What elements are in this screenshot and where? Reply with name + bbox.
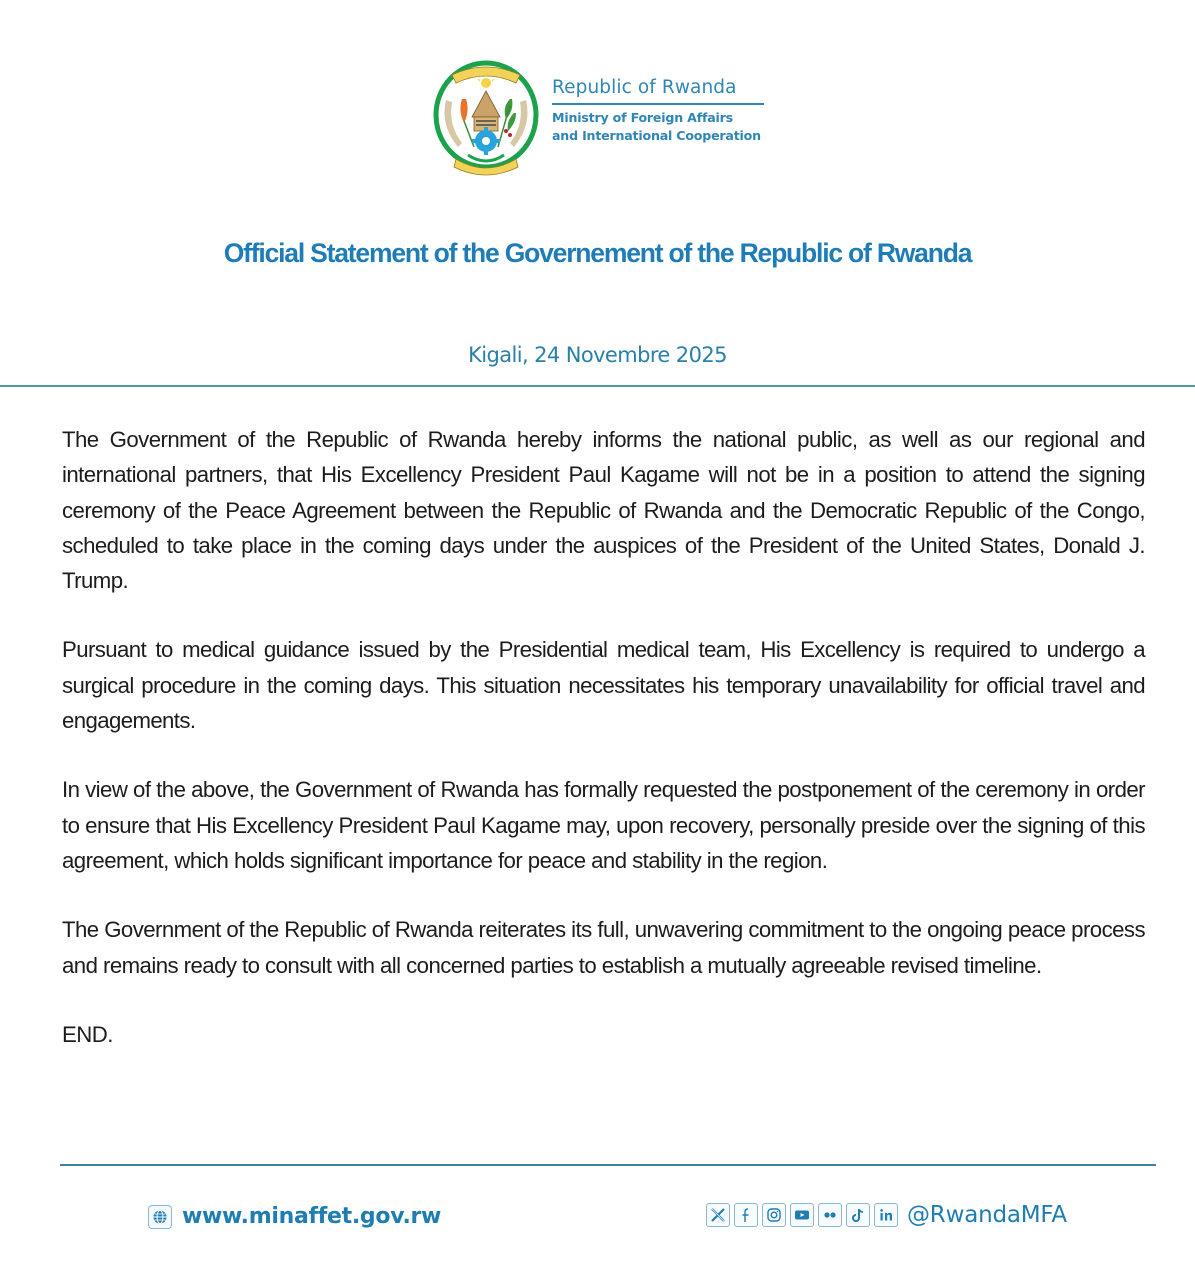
statement-body	[62, 422, 1145, 1086]
x-icon[interactable]	[706, 1203, 730, 1227]
paragraph-4: The Government of the Republic of Rwanda reiterates its full, unwavering commitment to the ongoing peace process and remains ready to consult with all concerned parties to establish a mutually agreeable revised timeline.	[62, 917, 1145, 978]
ministry-name-line-1: Ministry of Foreign Affairs	[552, 110, 733, 125]
header-divider	[0, 385, 1195, 387]
facebook-icon[interactable]	[734, 1203, 758, 1227]
ministry-name-block	[552, 75, 772, 145]
ministry-logo	[430, 55, 775, 185]
linkedin-icon[interactable]	[874, 1203, 898, 1227]
republic-name: Republic of Rwanda	[552, 75, 764, 105]
paragraph-3: In view of the above, the Government of Rwanda has formally requested the postponement of the ceremony in order to ensure that His Excellency President Paul Kagame may, upon recovery, personally preside over the signing of this agreement, which holds significant importance for peace and stability in the region.	[62, 777, 1145, 873]
ministry-name-line-2: and International Cooperation	[552, 128, 761, 143]
flickr-icon[interactable]	[818, 1203, 842, 1227]
instagram-icon[interactable]	[762, 1203, 786, 1227]
social-handle[interactable]: @RwandaMFA	[907, 1202, 1067, 1228]
tiktok-icon[interactable]	[846, 1203, 870, 1227]
rwanda-coat-of-arms-icon	[430, 55, 542, 179]
youtube-icon[interactable]	[790, 1203, 814, 1227]
statement-title: Official Statement of the Governement of the Republic of Rwanda	[223, 238, 972, 268]
footer-divider	[60, 1164, 1156, 1166]
paragraph-1: The Government of the Republic of Rwanda hereby informs the national public, as well as our regional and international partners, that His Excellency President Paul Kagame will not be in a position to attend the signing ceremony of the Peace Agreement between the Republic of Rwanda and the Democratic Republic of the Congo, scheduled to take place in the coming days under the auspices of the President of the United States, Donald J. Trump.	[62, 427, 1145, 594]
dateline: Kigali, 24 Novembre 2025	[468, 343, 727, 367]
website-url: www.minaffet.gov.rw	[182, 1204, 442, 1229]
closing-end: END.	[62, 1021, 113, 1047]
paragraph-2: Pursuant to medical guidance issued by the Presidential medical team, His Excellency is required to undergo a surgical procedure in the coming days. This situation necessitates his temporary unavailability for official travel and engagements.	[62, 637, 1145, 734]
website-link[interactable]	[148, 1202, 441, 1232]
globe-icon	[148, 1205, 172, 1229]
social-links	[706, 1200, 1067, 1230]
